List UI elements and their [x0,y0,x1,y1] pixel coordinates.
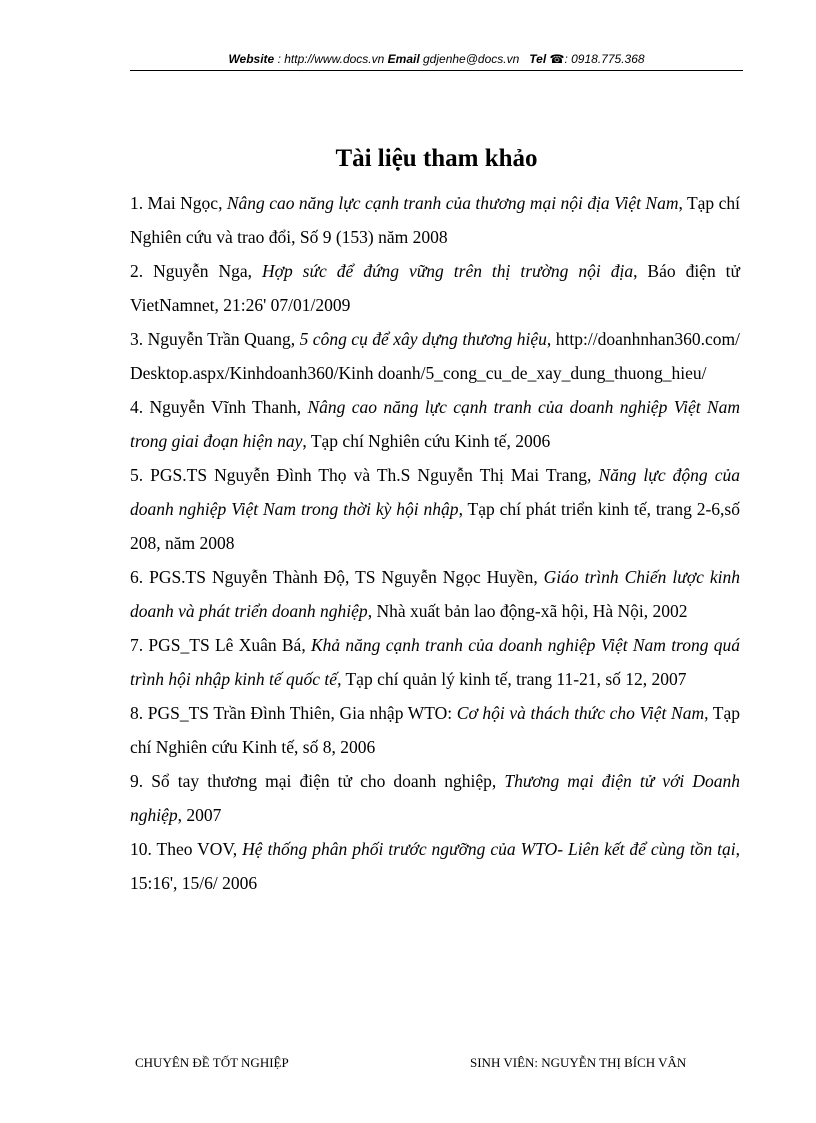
tel-number: : 0918.775.368 [564,52,645,66]
reference-author: 4. Nguyễn Vĩnh Thanh, [130,397,308,417]
reference-author: 9. Sổ tay thương mại điện tử cho doanh nghiệp, [130,771,505,791]
reference-title: 5 công cụ để xây dựng thương hiệu [299,329,547,349]
website-label: Website [228,52,275,66]
footer-student-name: SINH VIÊN: NGUYỄN THỊ BÍCH VÂN [470,1055,687,1070]
reference-item [130,696,740,764]
reference-item [130,186,740,254]
website-url: http://www.docs.vn [284,52,385,66]
reference-source: , 15:16', 15/6/ 2006 [130,839,741,893]
reference-source: , Báo điện tử VietNamnet, 21:26' 07/01/2009 [130,261,741,315]
reference-item [130,254,740,322]
header-divider [130,70,743,71]
tel-label: Tel [529,52,547,66]
reference-source: , Tạp chí phát triển kinh tế, trang 2-6,số 208, năm 2008 [130,499,740,553]
reference-item [130,322,740,390]
reference-author: 2. Nguyễn Nga, [130,261,262,281]
reference-item [130,458,740,560]
reference-title: Khả năng cạnh tranh của doanh nghiệp Việt Nam trong quá trình hội nhập kinh tế quốc tế [130,635,741,689]
reference-title: Nâng cao năng lực cạnh tranh của doanh nghiệp Việt Nam trong giai đoạn hiện nay [130,397,740,451]
reference-item [130,390,740,458]
reference-title: Hệ thống phân phối trước ngưỡng của WTO- Liên kết để cùng tồn tại [242,839,736,859]
reference-item [130,764,740,832]
website-separator: : [274,52,285,66]
phone-icon: ☎ [549,52,565,66]
reference-title: Năng lực động của doanh nghiệp Việt Nam trong thời kỳ hội nhập [130,465,740,519]
page-title: Tài liệu tham khảo [335,145,538,172]
reference-source: , Tạp chí Nghiên cứu Kinh tế, 2006 [302,431,551,451]
footer-thesis-label: CHUYÊN ĐỀ TỐT NGHIỆP [135,1055,289,1070]
reference-author: 10. Theo VOV, [130,839,243,859]
reference-source: , 2007 [177,805,222,825]
reference-source: , Tạp chí Nghiên cứu và trao đổi, Số 9 (153) năm 2008 [130,193,740,247]
reference-source: , http://doanhnhan360.com/Desktop.aspx/Kinhdoanh360/Kinh doanh/5_cong_cu_de_xay_dung_thuong_hieu/ [130,329,740,383]
reference-source: , Tạp chí Nghiên cứu Kinh tế, số 8, 2006 [130,703,740,757]
reference-author: 8. PGS_TS Trần Đình Thiên, Gia nhập WTO: [130,703,457,723]
reference-author: 7. PGS_TS Lê Xuân Bá, [130,635,311,655]
reference-item [130,832,740,900]
reference-title: Cơ hội và thách thức cho Việt Nam [456,703,705,723]
reference-item [130,628,740,696]
email-address: gdjenhe@docs.vn [423,52,520,66]
reference-source: , Tạp chí quản lý kinh tế, trang 11-21, số 12, 2007 [337,669,687,689]
reference-list [130,186,740,900]
reference-title: Giáo trình Chiến lược kinh doanh và phát triển doanh nghiệp [130,567,740,621]
reference-author: 3. Nguyễn Trần Quang, [130,329,300,349]
reference-title: Hợp sức để đứng vững trên thị trường nội địa [261,261,634,281]
reference-author: 5. PGS.TS Nguyễn Đình Thọ và Th.S Nguyễn Thị Mai Trang, [130,465,599,485]
reference-author: 6. PGS.TS Nguyễn Thành Độ, TS Nguyễn Ngọc Huyền, [130,567,544,587]
reference-source: , Nhà xuất bản lao động-xã hội, Hà Nội, 2002 [367,601,688,621]
reference-title: Thương mại điện tử với Doanh nghiệp [130,771,740,825]
reference-title: Nâng cao năng lực cạnh tranh của thương mại nội địa Việt Nam [226,193,679,213]
email-label: Email [387,52,420,66]
reference-item [130,560,740,628]
page-header [130,50,743,68]
reference-author: 1. Mai Ngọc, [130,193,227,213]
